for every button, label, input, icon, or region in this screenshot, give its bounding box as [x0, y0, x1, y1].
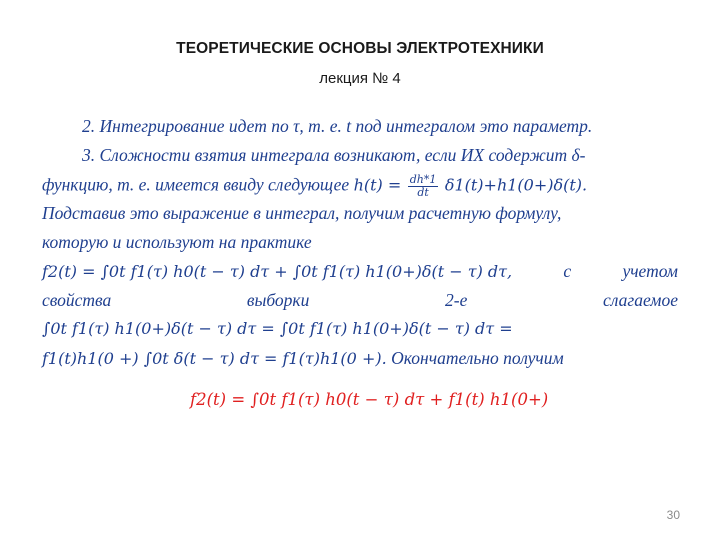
slide-body	[42, 116, 678, 377]
formula-sifting-result: f1(t)h1(0 +) ∫0t δ(t − τ) dτ = f1(τ)h1(0 +).	[42, 349, 387, 368]
body-line-4: Подставив это выражение в интеграл, получим расчетную формулу,	[42, 203, 562, 223]
finally-text: Окончательно получим	[391, 348, 564, 368]
formula-fraction	[408, 174, 439, 199]
body-line-9	[42, 348, 678, 377]
fraction-denominator: dt	[417, 186, 429, 199]
page-number: 30	[666, 508, 680, 522]
formula-f2-integral: f2(t) = ∫0t f1(τ) h0(t − τ) dτ + ∫0t f1(τ) h1(0+)δ(t − τ) dτ,	[42, 262, 513, 281]
word-uchetom: учетом	[622, 261, 678, 281]
word-slagaemoe: слагаемое	[603, 290, 678, 310]
slide-title: ТЕОРЕТИЧЕСКИЕ ОСНОВЫ ЭЛЕКТРОТЕХНИКИ	[176, 40, 544, 57]
body-line-2: 3. Сложности взятия интеграла возникают, если ИХ содержит δ-	[82, 145, 586, 165]
word-svoistva: свойства	[42, 290, 112, 310]
word-2e: 2-е	[445, 290, 468, 310]
final-formula: f2(t) = ∫0t f1(τ) h0(t − τ) dτ + f1(t) h1(0+)	[190, 390, 549, 409]
lecture-subtitle: лекция № 4	[319, 70, 401, 87]
word-vyborki: выборки	[246, 290, 310, 310]
word-s: с	[563, 261, 572, 281]
body-line-6	[42, 261, 678, 290]
formula-h-lhs: h(t) =	[353, 175, 402, 195]
body-line-3	[42, 174, 678, 203]
body-line-7	[42, 290, 678, 319]
body-line-3-text: функцию, т. е. имеется ввиду следующее	[42, 174, 350, 195]
body-line-1: 2. Интегрирование идет по τ, т. е. t под интегралом это параметр.	[82, 116, 593, 136]
formula-h-rhs: δ1(t)+h1(0+)δ(t).	[444, 175, 588, 195]
fraction-numerator: dh*1	[409, 173, 437, 186]
body-line-5: которую и используют на практике	[42, 232, 312, 252]
formula-sifting-property: ∫0t f1(τ) h1(0+)δ(t − τ) dτ = ∫0t f1(τ) h1(0+)δ(t − τ) dτ =	[42, 319, 513, 338]
